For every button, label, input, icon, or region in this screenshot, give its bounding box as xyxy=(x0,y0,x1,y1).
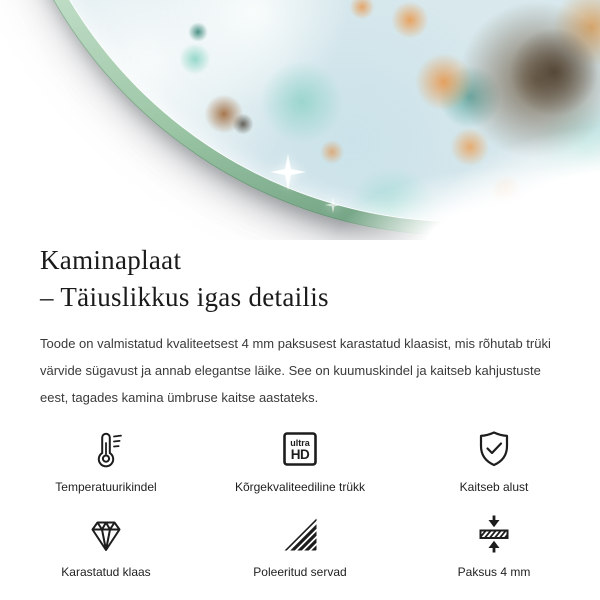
page-title xyxy=(40,242,560,316)
feature-protects-base xyxy=(397,427,591,494)
sparkle-icon xyxy=(324,196,342,214)
ultra-hd-text-top: ultra xyxy=(290,438,310,448)
thickness-arrows-icon xyxy=(472,512,516,556)
thermometer-icon xyxy=(84,427,128,471)
feature-label: Poleeritud servad xyxy=(253,565,347,579)
feature-print-quality xyxy=(203,427,397,494)
feature-label: Kõrgekvaliteediline trükk xyxy=(234,480,366,494)
feature-label: Temperatuurikindel xyxy=(55,480,157,494)
page-title-line2: – Täiuslikkus igas detailis xyxy=(40,282,329,312)
product-info-section xyxy=(0,242,600,579)
shield-check-icon xyxy=(472,427,516,471)
page-title-line1: Kaminaplaat xyxy=(40,245,182,275)
ultra-hd-icon xyxy=(278,427,322,471)
feature-tempered-glass xyxy=(9,512,203,579)
product-description: Toode on valmistatud kvaliteetsest 4 mm paksusest karastatud klaasist, mis rõhutab trüki värvide sügavust ja annab elegantse läike. See on kuumuskindel ja kaitseb kahjustuste eest, tagades kamina ümbruse kaitse aastateks. xyxy=(40,336,551,405)
diamond-icon xyxy=(84,512,128,556)
feature-thickness xyxy=(397,512,591,579)
ultra-hd-text-bottom: HD xyxy=(290,447,310,462)
product-photo xyxy=(0,0,600,240)
feature-polished-edges xyxy=(203,512,397,579)
polished-edges-icon xyxy=(278,512,322,556)
feature-label: Kaitseb alust xyxy=(459,480,529,494)
sparkle-icon xyxy=(268,152,308,192)
feature-label: Paksus 4 mm xyxy=(457,565,531,579)
feature-temperature-resistant xyxy=(9,427,203,494)
feature-label: Karastatud klaas xyxy=(61,565,151,579)
glass-plate-edge xyxy=(0,0,600,236)
features-grid xyxy=(9,427,591,579)
